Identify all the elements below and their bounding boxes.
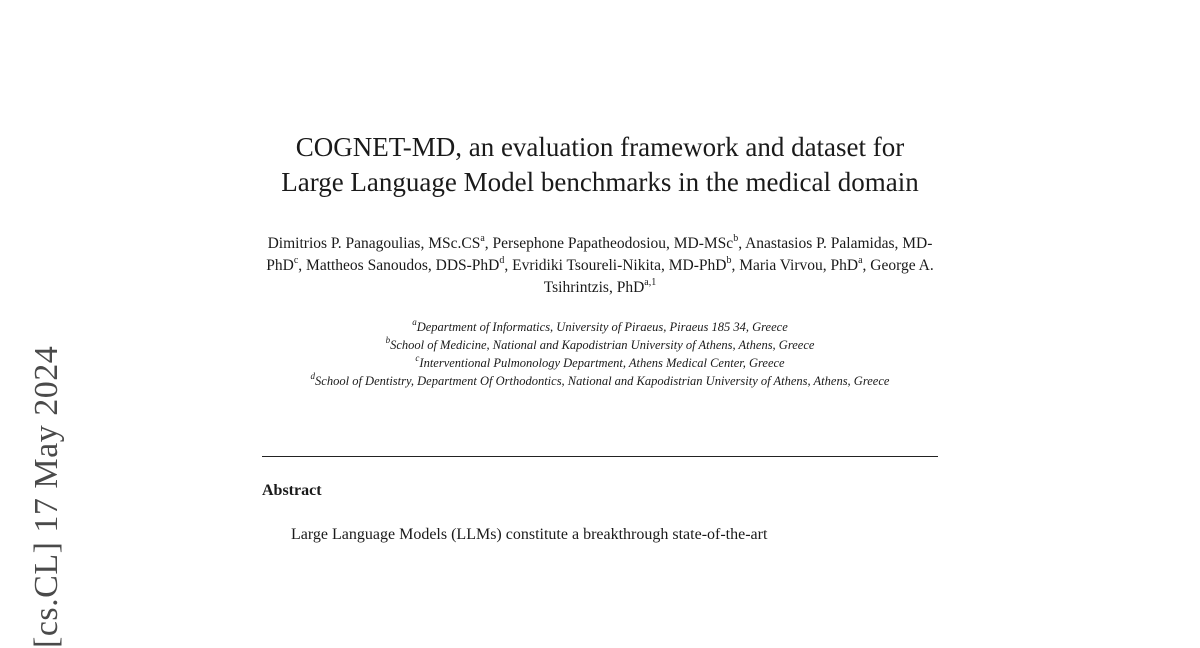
author-list xyxy=(262,233,938,299)
author: Persephone Papatheodosiou, MD-MSc$^b$, xyxy=(492,232,746,252)
paper-title: COGNET-MD, an evaluation framework and dataset for Large Language Model benchmarks in the medical domain xyxy=(281,132,919,197)
affiliation-list xyxy=(262,318,938,390)
author: Evridiki Tsoureli-Nikita, MD-PhD$^b$, xyxy=(512,254,740,274)
abstract-heading: Abstract xyxy=(262,482,322,499)
affiliation: $^d$School of Dentistry, Department Of Orthodontics, National and Kapodistrian University of Athens, Athens, Greece xyxy=(310,370,890,388)
author: Maria Virvou, PhD$^a$, xyxy=(739,254,871,274)
author: Anastasios P. Palamidas, MD-PhD$^c$, xyxy=(266,235,933,274)
arxiv-identifier-text: [cs.CL] 17 May 2024 xyxy=(28,345,65,648)
abstract-text: Large Language Models (LLMs) constitute a breakthrough state-of-the-art xyxy=(291,526,768,543)
affiliation: $^c$Interventional Pulmonology Department, Athens Medical Center, Greece xyxy=(415,352,785,370)
arxiv-side-identifier xyxy=(22,296,72,648)
paper-first-page xyxy=(262,130,938,545)
author: George A. Tsihrintzis, PhD$^{a,1}$ xyxy=(543,257,934,296)
section-divider xyxy=(262,456,938,457)
author: Dimitrios P. Panagoulias, $MSc.CS^a$, xyxy=(267,232,493,252)
affiliation: $^a$Department of Informatics, University of Piraeus, Piraeus 185 34, Greece xyxy=(412,316,788,334)
author: Mattheos Sanoudos, DDS-PhD$^d$, xyxy=(306,254,513,274)
affiliation: $^b$School of Medicine, National and Kapodistrian University of Athens, Athens, Greece xyxy=(385,334,815,352)
